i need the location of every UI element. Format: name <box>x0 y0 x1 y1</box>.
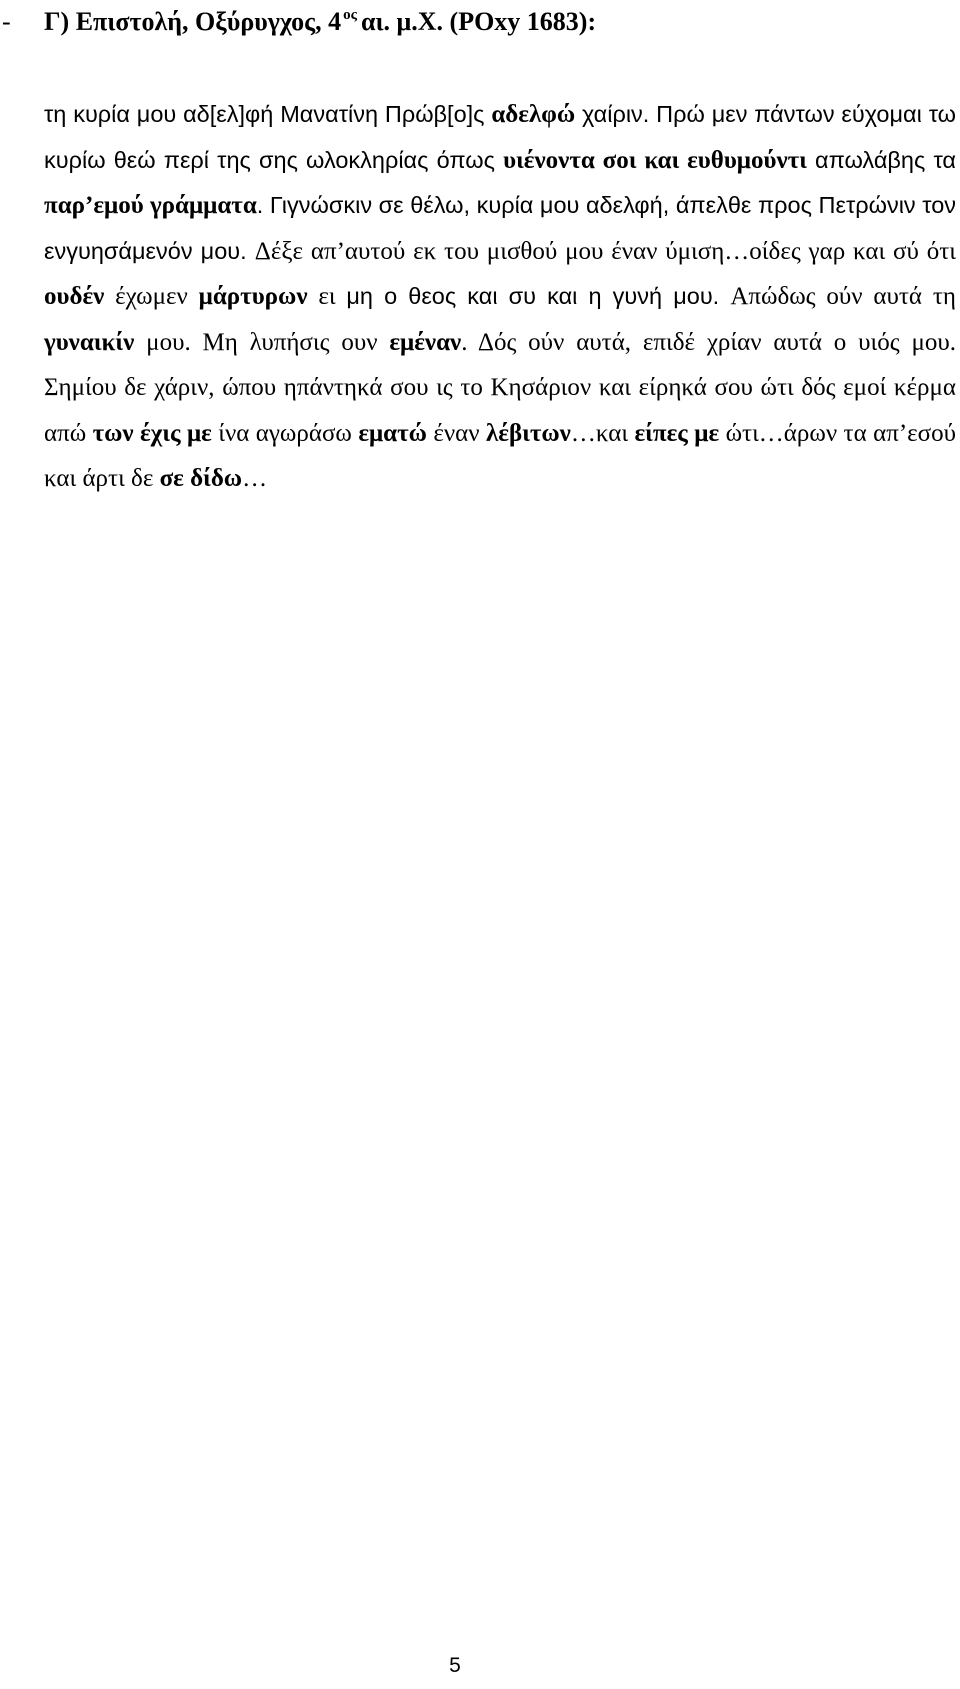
emphasized-word: αδελφώ <box>491 101 576 128</box>
text-segment: . Δός ούν αυτά, επιδέ χρίαν αυτά ο υιός μου. Σημίου δε χάριν, ώπου ηπάντηκά σου ις το Κησάριον και είρηκά σου ώτι δός εμοί κέρμα απώ <box>44 328 956 447</box>
emphasized-word: παρ’εμού γράμματα <box>44 192 257 219</box>
text-segment: τη κυρία μου αδ[ελ]φή Μανατίνη Πρώβ[ο]ς <box>44 101 492 127</box>
heading-text-end: αι. μ.Χ. (POxy 1683): <box>360 7 597 36</box>
emphasized-word: λέβιτων <box>486 419 571 447</box>
heading-superscript: ος <box>343 7 357 23</box>
emphasized-word: γυναικίν <box>44 328 135 356</box>
text-segment: Δέξε απ’αυτού εκ του μισθού μου έναν ύμιση…οίδες γαρ και σύ ότι <box>254 237 956 265</box>
text-segment: ώτι…άρων τα απ’εσού και άρτι δε <box>44 419 957 492</box>
text-segment: μου. Μη λυπήσις ουν <box>134 328 390 356</box>
text-segment: έναν <box>426 419 486 447</box>
emphasized-word: υιένοντα σοι και ευθυμούντι <box>503 146 807 174</box>
heading-title <box>44 2 596 46</box>
text-segment: …και <box>570 419 635 447</box>
text-segment: έχωμεν <box>104 283 199 310</box>
text-segment: . Γιγνώσκιν σε θέλω, κυρία μου αδελφή, άπελθε προς Πετρώνιν τον ενγυησάμενόν μου. <box>44 192 957 264</box>
emphasized-word: μάρτυρων <box>198 283 308 310</box>
emphasized-word: σε δίδω <box>159 465 243 492</box>
text-segment: … <box>242 465 268 492</box>
text-segment: ει <box>307 283 347 310</box>
emphasized-word: είπες με <box>634 419 720 447</box>
text-segment: Απώδως ούν αυτά τη <box>730 283 956 310</box>
section-heading <box>0 2 940 42</box>
emphasized-word: εμέναν <box>389 328 462 356</box>
text-segment: απωλάβης τα <box>806 146 957 173</box>
text-segment: χαίριν. Πρώ μεν πάντων εύχομαι τω κυρίω θεώ περί της σης ωλοκληρίας όπως <box>44 101 956 173</box>
letter-text <box>44 92 956 502</box>
emphasized-word: ουδέν <box>44 283 105 310</box>
page-number: 5 <box>449 1654 461 1677</box>
text-segment: μη ο θεος και συ και η γυνή μου. <box>346 283 731 309</box>
emphasized-word: εματώ <box>358 419 427 447</box>
emphasized-word: των έχις με <box>92 419 212 447</box>
heading-text-main: Γ) Επιστολή, Οξύρυγχος, 4 <box>44 7 342 36</box>
list-dash: - <box>2 7 11 36</box>
text-segment: ίνα αγωράσω <box>211 419 359 447</box>
